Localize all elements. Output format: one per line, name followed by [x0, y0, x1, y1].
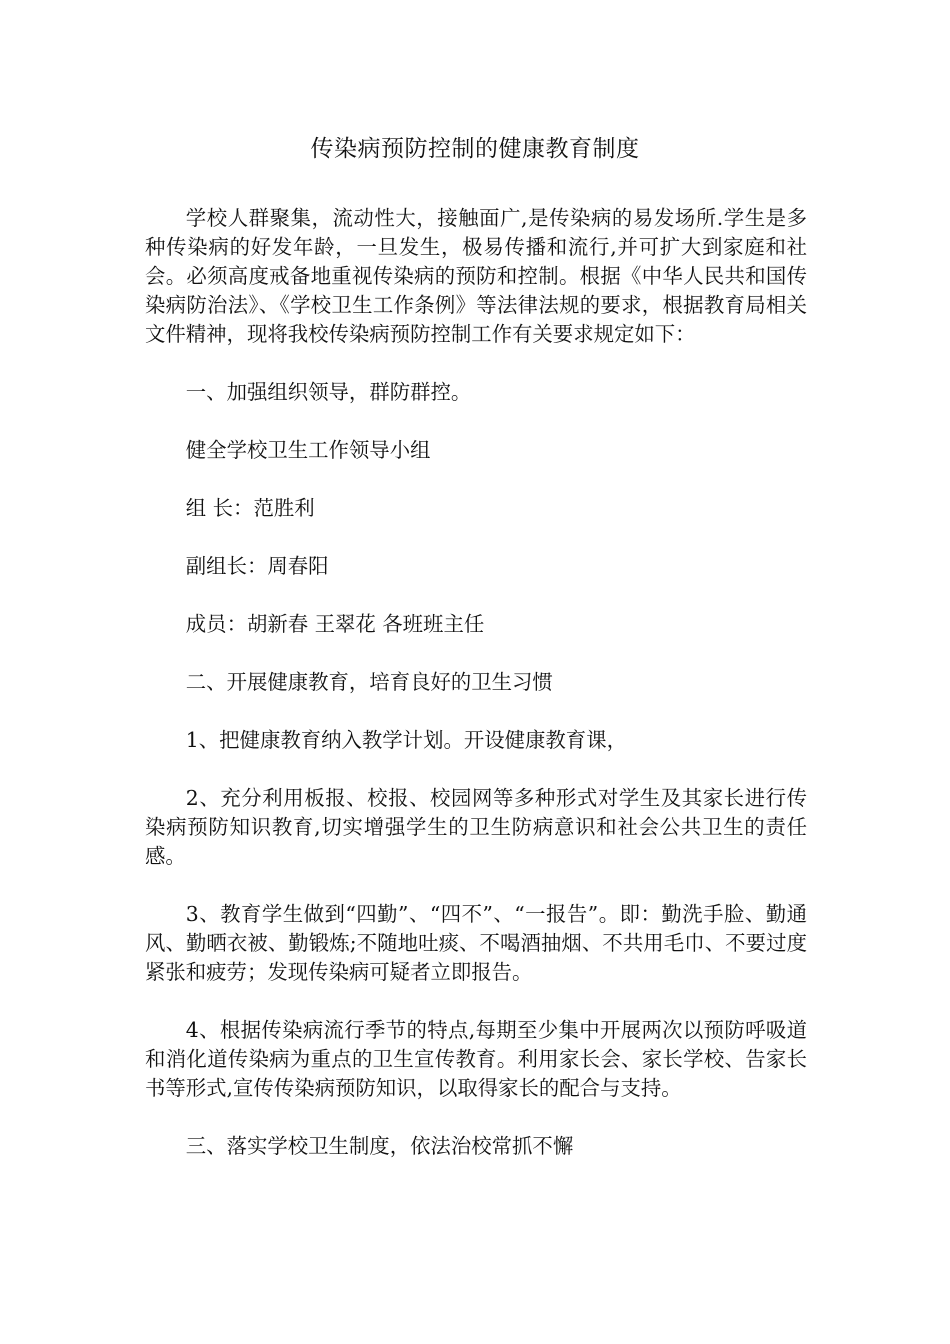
item-1-paragraph: 1、把健康教育纳入教学计划。开设健康教育课，: [185, 728, 627, 752]
item-2-paragraph: 2、充分利用板报、校报、校园网等多种形式对学生及其家长进行传染病预防知识教育,切实增强学生的卫生防病意识和社会公共卫生的责任感。: [145, 786, 807, 868]
document-body: [145, 204, 807, 1190]
intro-paragraph: 学校人群聚集，流动性大，接触面广,是传染病的易发场所.学生是多种传染病的好发年龄，一旦发生，极易传播和流行,并可扩大到家庭和社会。必须高度戒备地重视传染病的预防和控制。根据《中华人民共和国传染病防治法》、《学校卫生工作条例》等法律法规的要求，根据教育局相关文件精神，现将我校传染病预防控制工作有关要求规定如下：: [145, 206, 807, 346]
section-heading-1: 一、加强组织领导，群防群控。: [185, 380, 472, 404]
item-4-paragraph: 4、根据传染病流行季节的特点,每期至少集中开展两次以预防呼吸道和消化道传染病为重点的卫生宣传教育。利用家长会、家长学校、告家长书等形式,宣传传染病预防知识，以取得家长的配合与支持。: [145, 1018, 807, 1100]
members-line: 成员：胡新春 王翠花 各班班主任: [185, 612, 485, 636]
leadership-group-line: 健全学校卫生工作领导小组: [185, 438, 431, 462]
deputy-leader-line: 副组长：周春阳: [185, 554, 329, 578]
section-heading-3: 三、落实学校卫生制度，依法治校常抓不懈: [185, 1134, 574, 1158]
item-3-paragraph: 3、教育学生做到“四勤”、“四不”、“一报告”。即：勤洗手脸、勤通风、勤晒衣被、勤锻炼;不随地吐痰、不喝酒抽烟、不共用毛巾、不要过度紧张和疲劳；发现传染病可疑者立即报告。: [145, 902, 807, 984]
document-title: 传染病预防控制的健康教育制度: [310, 136, 640, 162]
section-heading-2: 二、开展健康教育，培育良好的卫生习惯: [185, 670, 553, 694]
group-leader-line: 组 长：范胜利: [185, 496, 315, 520]
